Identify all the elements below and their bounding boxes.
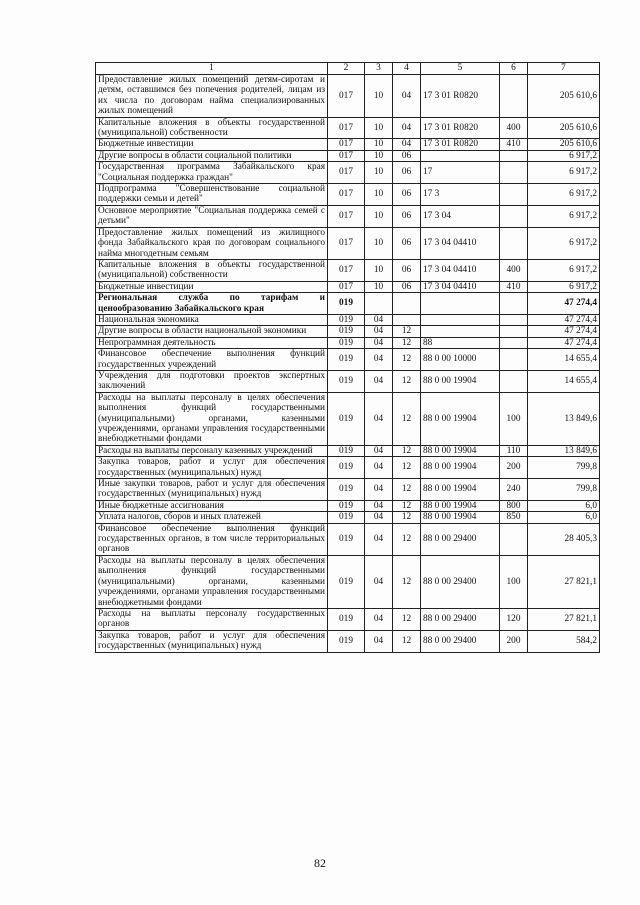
row-amount: 47 274,4 bbox=[528, 326, 600, 337]
row-expense-type: 410 bbox=[500, 139, 528, 150]
row-name: Предоставление жилых помещений детям-сиротам и детям, оставшимся без попечения родителей, лицам из их числа по договорам найма специализированных жилых помещений bbox=[96, 75, 328, 118]
row-name: Иные бюджетные ассигнования bbox=[96, 500, 328, 511]
row-section: 10 bbox=[365, 162, 393, 184]
row-subsection: 12 bbox=[393, 457, 421, 479]
row-expense-type: 800 bbox=[500, 500, 528, 511]
row-section: 04 bbox=[365, 370, 393, 392]
table-row bbox=[96, 457, 600, 479]
row-amount: 27 821,1 bbox=[528, 608, 600, 630]
page-number: 82 bbox=[314, 856, 326, 870]
row-name: Учреждения для подготовки проектов экспертных заключений bbox=[96, 370, 328, 392]
row-section: 04 bbox=[365, 337, 393, 348]
row-target-item: 88 0 00 19904 bbox=[421, 512, 500, 523]
row-name: Региональная служба по тарифам и ценообразованию Забайкальского края bbox=[96, 293, 328, 315]
row-name: Государственная программа Забайкальского края "Социальная поддержка граждан" bbox=[96, 162, 328, 184]
row-admin-code: 017 bbox=[328, 150, 365, 161]
row-target-item bbox=[421, 150, 500, 161]
row-admin-code: 017 bbox=[328, 205, 365, 227]
row-amount: 6 917,2 bbox=[528, 150, 600, 161]
row-subsection: 12 bbox=[393, 523, 421, 555]
row-expense-type bbox=[500, 523, 528, 555]
header-col-4: 4 bbox=[393, 63, 421, 75]
row-expense-type: 110 bbox=[500, 445, 528, 456]
table-row bbox=[96, 205, 600, 227]
row-admin-code: 019 bbox=[328, 630, 365, 652]
row-name: Национальная экономика bbox=[96, 314, 328, 325]
table-row bbox=[96, 370, 600, 392]
row-name: Иные закупки товаров, работ и услуг для обеспечения государственных (муниципальных) нужд bbox=[96, 479, 328, 501]
table-row bbox=[96, 337, 600, 348]
row-admin-code: 019 bbox=[328, 392, 365, 445]
row-target-item: 17 3 01 R0820 bbox=[421, 75, 500, 118]
row-admin-code: 017 bbox=[328, 162, 365, 184]
table-row bbox=[96, 326, 600, 337]
row-section: 04 bbox=[365, 457, 393, 479]
row-amount: 47 274,4 bbox=[528, 293, 600, 315]
table-row bbox=[96, 184, 600, 206]
row-target-item: 17 3 04 04410 bbox=[421, 281, 500, 292]
row-expense-type bbox=[500, 370, 528, 392]
row-admin-code: 017 bbox=[328, 184, 365, 206]
row-target-item: 17 3 01 R0820 bbox=[421, 117, 500, 139]
row-amount: 14 655,4 bbox=[528, 349, 600, 371]
row-target-item: 17 3 04 bbox=[421, 205, 500, 227]
row-admin-code: 019 bbox=[328, 337, 365, 348]
row-section: 10 bbox=[365, 139, 393, 150]
row-section: 04 bbox=[365, 479, 393, 501]
table-row bbox=[96, 349, 600, 371]
row-amount: 13 849,6 bbox=[528, 445, 600, 456]
row-section: 04 bbox=[365, 326, 393, 337]
row-subsection: 12 bbox=[393, 349, 421, 371]
row-subsection: 12 bbox=[393, 608, 421, 630]
row-admin-code: 019 bbox=[328, 457, 365, 479]
row-name: Расходы на выплаты персоналу казенных учреждений bbox=[96, 445, 328, 456]
row-target-item: 88 0 00 19904 bbox=[421, 445, 500, 456]
row-amount: 14 655,4 bbox=[528, 370, 600, 392]
row-name: Бюджетные инвестиции bbox=[96, 281, 328, 292]
row-section: 10 bbox=[365, 259, 393, 281]
row-admin-code: 019 bbox=[328, 349, 365, 371]
row-target-item: 88 0 00 29400 bbox=[421, 608, 500, 630]
row-target-item: 88 0 00 19904 bbox=[421, 500, 500, 511]
row-expense-type bbox=[500, 162, 528, 184]
row-section: 04 bbox=[365, 523, 393, 555]
row-name: Другие вопросы в области социальной политики bbox=[96, 150, 328, 161]
row-amount: 799,8 bbox=[528, 479, 600, 501]
table-row bbox=[96, 150, 600, 161]
row-admin-code: 019 bbox=[328, 500, 365, 511]
row-expense-type: 850 bbox=[500, 512, 528, 523]
row-target-item: 17 3 bbox=[421, 184, 500, 206]
row-amount: 205 610,6 bbox=[528, 139, 600, 150]
table-row bbox=[96, 314, 600, 325]
row-name: Закупка товаров, работ и услуг для обеспечения государственных (муниципальных) нужд bbox=[96, 630, 328, 652]
row-subsection: 06 bbox=[393, 281, 421, 292]
table-row bbox=[96, 259, 600, 281]
row-target-item: 17 3 01 R0820 bbox=[421, 139, 500, 150]
row-expense-type: 240 bbox=[500, 479, 528, 501]
table-row bbox=[96, 293, 600, 315]
row-section: 04 bbox=[365, 608, 393, 630]
budget-table bbox=[95, 62, 600, 653]
row-expense-type: 400 bbox=[500, 117, 528, 139]
row-section: 04 bbox=[365, 392, 393, 445]
row-target-item: 17 bbox=[421, 162, 500, 184]
row-name: Подпрограмма "Совершенствование социальной поддержки семьи и детей" bbox=[96, 184, 328, 206]
header-col-5: 5 bbox=[421, 63, 500, 75]
row-target-item: 88 0 00 19904 bbox=[421, 392, 500, 445]
row-admin-code: 019 bbox=[328, 512, 365, 523]
row-target-item: 88 0 00 19904 bbox=[421, 479, 500, 501]
row-target-item: 88 0 00 10000 bbox=[421, 349, 500, 371]
row-expense-type bbox=[500, 227, 528, 259]
row-section: 04 bbox=[365, 630, 393, 652]
row-expense-type: 400 bbox=[500, 259, 528, 281]
row-admin-code: 017 bbox=[328, 227, 365, 259]
table-row bbox=[96, 479, 600, 501]
table-row bbox=[96, 500, 600, 511]
row-expense-type bbox=[500, 314, 528, 325]
row-admin-code: 019 bbox=[328, 445, 365, 456]
row-section: 10 bbox=[365, 184, 393, 206]
row-target-item: 88 0 00 29400 bbox=[421, 523, 500, 555]
row-subsection: 06 bbox=[393, 205, 421, 227]
row-target-item bbox=[421, 293, 500, 315]
row-amount: 47 274,4 bbox=[528, 314, 600, 325]
row-admin-code: 017 bbox=[328, 117, 365, 139]
row-name: Расходы на выплаты персоналу в целях обеспечения выполнения функций государственными (муниципальными) органами, казенными учреждениями, органами управления государственными внебюджетными фондами bbox=[96, 555, 328, 608]
row-section: 04 bbox=[365, 512, 393, 523]
row-subsection: 12 bbox=[393, 479, 421, 501]
table-row bbox=[96, 608, 600, 630]
row-name: Уплата налогов, сборов и иных платежей bbox=[96, 512, 328, 523]
row-target-item: 88 bbox=[421, 337, 500, 348]
row-name: Основное мероприятие "Социальная поддержка семей с детьми" bbox=[96, 205, 328, 227]
row-name: Финансовое обеспечение выполнения функций государственных учреждений bbox=[96, 349, 328, 371]
row-subsection: 06 bbox=[393, 162, 421, 184]
row-section: 04 bbox=[365, 349, 393, 371]
row-expense-type bbox=[500, 349, 528, 371]
row-subsection: 12 bbox=[393, 445, 421, 456]
row-target-item: 17 3 04 04410 bbox=[421, 259, 500, 281]
row-amount: 6,0 bbox=[528, 500, 600, 511]
table-row bbox=[96, 139, 600, 150]
row-admin-code: 019 bbox=[328, 314, 365, 325]
row-subsection bbox=[393, 293, 421, 315]
row-subsection: 06 bbox=[393, 150, 421, 161]
row-name: Расходы на выплаты персоналу государственных органов bbox=[96, 608, 328, 630]
row-expense-type: 200 bbox=[500, 630, 528, 652]
table-row bbox=[96, 75, 600, 118]
row-name: Капитальные вложения в объекты государственной (муниципальной) собственности bbox=[96, 117, 328, 139]
row-amount: 6 917,2 bbox=[528, 205, 600, 227]
row-amount: 205 610,6 bbox=[528, 75, 600, 118]
row-section: 10 bbox=[365, 227, 393, 259]
row-name: Предоставление жилых помещений из жилищного фонда Забайкальского края по договорам социального найма многодетным семьям bbox=[96, 227, 328, 259]
row-name: Финансовое обеспечение выполнения функций государственных органов, в том числе территориальных органов bbox=[96, 523, 328, 555]
row-target-item bbox=[421, 314, 500, 325]
row-subsection: 12 bbox=[393, 370, 421, 392]
table-row bbox=[96, 162, 600, 184]
row-expense-type bbox=[500, 184, 528, 206]
row-amount: 6 917,2 bbox=[528, 227, 600, 259]
row-section: 04 bbox=[365, 500, 393, 511]
row-amount: 47 274,4 bbox=[528, 337, 600, 348]
row-expense-type bbox=[500, 150, 528, 161]
row-subsection: 12 bbox=[393, 392, 421, 445]
row-amount: 6 917,2 bbox=[528, 184, 600, 206]
table-row bbox=[96, 227, 600, 259]
row-target-item: 88 0 00 29400 bbox=[421, 555, 500, 608]
row-section: 04 bbox=[365, 314, 393, 325]
row-subsection: 06 bbox=[393, 184, 421, 206]
header-col-2: 2 bbox=[328, 63, 365, 75]
row-target-item bbox=[421, 326, 500, 337]
row-expense-type: 410 bbox=[500, 281, 528, 292]
table-row bbox=[96, 523, 600, 555]
row-admin-code: 017 bbox=[328, 259, 365, 281]
row-subsection: 12 bbox=[393, 326, 421, 337]
row-name: Непрограммная деятельность bbox=[96, 337, 328, 348]
row-section: 10 bbox=[365, 281, 393, 292]
table-row bbox=[96, 445, 600, 456]
table-row bbox=[96, 392, 600, 445]
row-admin-code: 019 bbox=[328, 293, 365, 315]
row-expense-type: 120 bbox=[500, 608, 528, 630]
row-admin-code: 019 bbox=[328, 555, 365, 608]
table-row bbox=[96, 555, 600, 608]
row-section bbox=[365, 293, 393, 315]
row-name: Расходы на выплаты персоналу в целях обеспечения выполнения функций государственными (муниципальными) органами, казенными учреждениями, органами управления государственными внебюджетными фондами bbox=[96, 392, 328, 445]
row-amount: 6,0 bbox=[528, 512, 600, 523]
header-col-1: 1 bbox=[96, 63, 328, 75]
table-row bbox=[96, 630, 600, 652]
row-target-item: 88 0 00 19904 bbox=[421, 457, 500, 479]
row-name: Закупка товаров, работ и услуг для обеспечения государственных (муниципальных) нужд bbox=[96, 457, 328, 479]
row-section: 10 bbox=[365, 150, 393, 161]
row-expense-type: 200 bbox=[500, 457, 528, 479]
row-name: Другие вопросы в области национальной экономики bbox=[96, 326, 328, 337]
header-col-3: 3 bbox=[365, 63, 393, 75]
row-name: Капитальные вложения в объекты государственной (муниципальной) собственности bbox=[96, 259, 328, 281]
row-admin-code: 019 bbox=[328, 523, 365, 555]
table-row bbox=[96, 117, 600, 139]
row-name: Бюджетные инвестиции bbox=[96, 139, 328, 150]
row-amount: 6 917,2 bbox=[528, 281, 600, 292]
row-subsection: 12 bbox=[393, 630, 421, 652]
row-subsection: 06 bbox=[393, 227, 421, 259]
row-expense-type bbox=[500, 205, 528, 227]
row-amount: 799,8 bbox=[528, 457, 600, 479]
row-subsection: 12 bbox=[393, 555, 421, 608]
row-section: 04 bbox=[365, 445, 393, 456]
row-admin-code: 019 bbox=[328, 608, 365, 630]
header-col-7: 7 bbox=[528, 63, 600, 75]
row-section: 10 bbox=[365, 117, 393, 139]
row-amount: 27 821,1 bbox=[528, 555, 600, 608]
row-admin-code: 019 bbox=[328, 479, 365, 501]
row-target-item: 88 0 00 29400 bbox=[421, 630, 500, 652]
row-admin-code: 017 bbox=[328, 75, 365, 118]
row-amount: 6 917,2 bbox=[528, 259, 600, 281]
row-admin-code: 017 bbox=[328, 281, 365, 292]
row-subsection: 04 bbox=[393, 117, 421, 139]
row-amount: 28 405,3 bbox=[528, 523, 600, 555]
row-amount: 13 849,6 bbox=[528, 392, 600, 445]
row-expense-type bbox=[500, 326, 528, 337]
row-subsection: 04 bbox=[393, 139, 421, 150]
row-section: 10 bbox=[365, 205, 393, 227]
row-admin-code: 019 bbox=[328, 326, 365, 337]
table-body bbox=[96, 75, 600, 653]
row-amount: 205 610,6 bbox=[528, 117, 600, 139]
row-section: 10 bbox=[365, 75, 393, 118]
row-target-item: 17 3 04 04410 bbox=[421, 227, 500, 259]
row-admin-code: 017 bbox=[328, 139, 365, 150]
table-row bbox=[96, 512, 600, 523]
table-row bbox=[96, 281, 600, 292]
row-expense-type bbox=[500, 337, 528, 348]
row-target-item: 88 0 00 19904 bbox=[421, 370, 500, 392]
row-subsection: 12 bbox=[393, 337, 421, 348]
row-section: 04 bbox=[365, 555, 393, 608]
row-subsection: 06 bbox=[393, 259, 421, 281]
row-expense-type bbox=[500, 293, 528, 315]
row-subsection bbox=[393, 314, 421, 325]
row-subsection: 12 bbox=[393, 512, 421, 523]
header-col-6: 6 bbox=[500, 63, 528, 75]
row-amount: 584,2 bbox=[528, 630, 600, 652]
row-subsection: 12 bbox=[393, 500, 421, 511]
table-header-row bbox=[96, 63, 600, 75]
row-expense-type bbox=[500, 75, 528, 118]
row-expense-type: 100 bbox=[500, 555, 528, 608]
row-amount: 6 917,2 bbox=[528, 162, 600, 184]
row-admin-code: 019 bbox=[328, 370, 365, 392]
row-expense-type: 100 bbox=[500, 392, 528, 445]
row-subsection: 04 bbox=[393, 75, 421, 118]
